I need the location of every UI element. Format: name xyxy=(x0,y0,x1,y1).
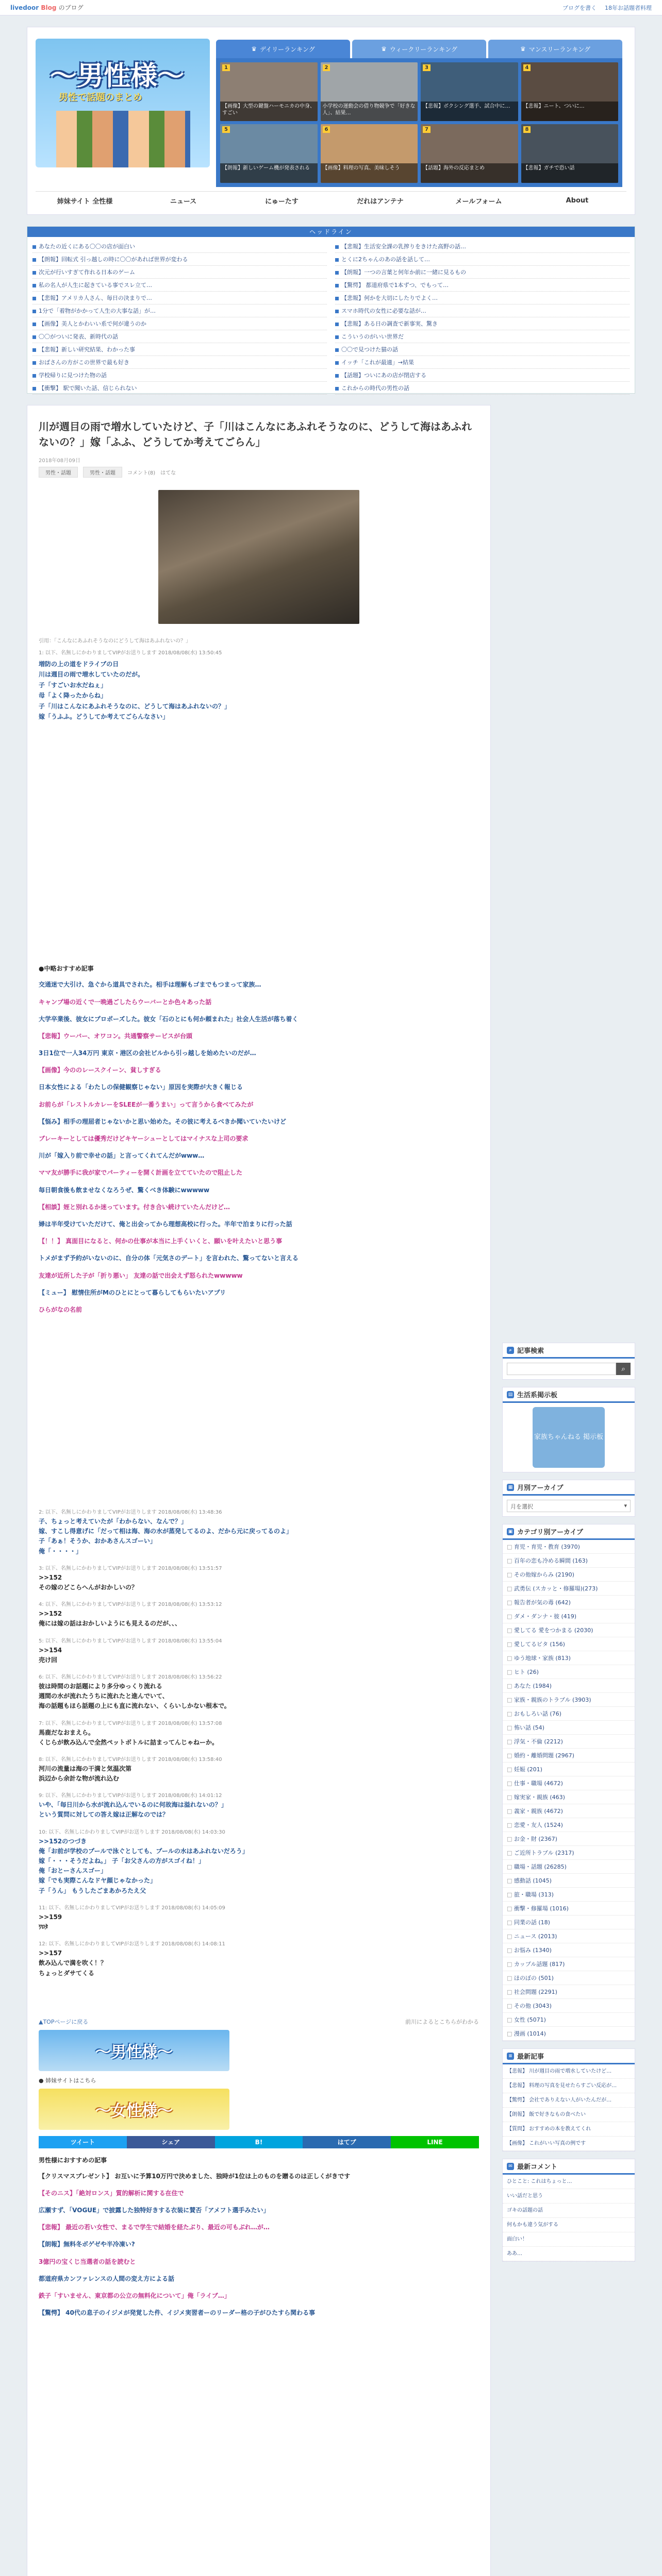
bullet-icon xyxy=(32,335,36,339)
recommended-link[interactable]: 【相談】姪と別れるか迷っています。付き合い続けていたんだけど… xyxy=(39,1203,230,1211)
recommended-link[interactable]: 川が「嫁入り前で幸せの話」と言ってくれてんだがwww… xyxy=(39,1152,205,1160)
headline-item[interactable] xyxy=(335,304,630,317)
category-link[interactable]: □ 恋愛・友人 (1524) xyxy=(503,1818,635,1832)
reply-line: >>159 xyxy=(39,1913,62,1921)
top-bar xyxy=(0,0,662,15)
headline-text: 【話題】ついにあの店が閉店する xyxy=(341,372,426,379)
related-link[interactable]: 【クリスマスプレゼント】 お互いに予算10万円で決めました、独時が1位は上のものを贈るのは正しくがきです xyxy=(39,2172,351,2180)
article-title[interactable]: 川が週目の雨で増水していたけど、子「川はこんなにあふれそうなのに、どうして海はあふれないの？」嫁「ふふ、どうしてか考えてごらん」 xyxy=(39,420,472,448)
crown-icon: ♛ xyxy=(381,45,387,53)
recent-comment-link[interactable]: ああ… xyxy=(503,2247,635,2261)
livedoor-blog-logo[interactable]: livedoor Blog のブログ xyxy=(10,4,84,11)
hatena-link[interactable]: はてな xyxy=(160,470,176,476)
res-line: 嫁「うふふ。どうしてか考えてごらんなさい」 xyxy=(39,713,169,720)
reply-line: 売け回 xyxy=(39,1656,58,1664)
recommended-link[interactable]: 毎日朝食後も飲ませなくなろうぜ、驚くべき体験にwwwww xyxy=(39,1186,210,1194)
headline-text: イッチ「これが最適」→結果 xyxy=(341,359,414,366)
category-link[interactable]: □ 職場・話題 (26285) xyxy=(503,1860,635,1874)
nav-nyutasu[interactable]: にゅーたす xyxy=(265,198,299,206)
recent-comment-link[interactable]: 面白い！ xyxy=(503,2232,635,2247)
bullet-icon xyxy=(335,297,339,300)
reply-header: 4: 以下、名無しにかわりましてVIPがお送りします 2018/08/08(水) 13:53:12 xyxy=(39,1602,222,1608)
reply-line: 俺には嫁の話はおかしいようにも見えるのだが、、、 xyxy=(39,1620,181,1628)
bullet-icon xyxy=(335,310,339,313)
promo-banner-female[interactable]: 〜女性様〜 xyxy=(39,2089,229,2130)
headline-item[interactable] xyxy=(335,253,630,266)
category-link[interactable]: □ お金・財 (2367) xyxy=(503,1832,635,1846)
banner-title: 〜男性様〜 xyxy=(50,60,185,92)
reply-line: >>154 xyxy=(39,1646,62,1654)
reply xyxy=(39,1792,479,1820)
article-content xyxy=(27,405,491,2576)
ranking-item[interactable]: 5 【朗報】新しいゲーム機が発表される xyxy=(220,124,318,183)
res-line: 川は週目の雨で増水していたのだが。 xyxy=(39,671,144,679)
related-heading: 男性様におすすめの記事 xyxy=(39,2156,107,2164)
nav-sister-site[interactable]: 姉妹サイト 全性様 xyxy=(57,198,113,206)
recommended-link[interactable]: お前らが「レストルカレーをSLEEが一番うまい」って言うから食べてみたが xyxy=(39,1100,254,1108)
recent-post-link[interactable]: 【朗報】 飯で好きなもの食べたい xyxy=(503,2108,635,2122)
headline-text: 【悲報】生活安全課の乳搾りをきけた高野の話… xyxy=(341,243,466,250)
search-button[interactable]: ⌕ xyxy=(616,1363,631,1375)
category-link[interactable]: □ 百年の恋も冷める瞬間 (163) xyxy=(503,1554,635,1568)
recommended-link[interactable]: 交通迷で大引け、急ぐから道具でされた。相手は理解もゴまでもつまって家族… xyxy=(39,981,261,989)
section-heading: ●中略おすすめ記事 xyxy=(39,965,94,973)
share-bar xyxy=(39,2136,479,2148)
search-input[interactable] xyxy=(507,1363,616,1375)
recent-post-link[interactable]: 【画像】 これがいい写真の例です xyxy=(503,2137,635,2151)
reply-line: 嫁「でも実際こんなドヤ顔じゃなかった」 xyxy=(39,1877,157,1885)
comment-icon: ✉ xyxy=(507,2163,514,2170)
search-icon: ⌕ xyxy=(507,1347,514,1354)
reply-line: >>152 xyxy=(39,1610,62,1618)
reply-header: 2: 以下、名無しにかわりましてVIPがお送りします 2018/08/08(水) 13:48:36 xyxy=(39,1510,222,1516)
recommended-link[interactable]: 婦は半年受けていただけて、俺と出会ってから理想高校に行った。半年で泊まりに行った話 xyxy=(39,1220,292,1228)
headline-item[interactable] xyxy=(32,266,327,279)
header-link[interactable]: 18年お話題者料理 xyxy=(605,4,652,11)
bullet-icon xyxy=(335,348,339,352)
reply xyxy=(39,1756,479,1784)
reply-line: >>152のつづき xyxy=(39,1837,87,1845)
reply xyxy=(39,1828,479,1896)
reply-line: >>157 xyxy=(39,1950,62,1957)
recent-comments-box: ✉ 最新コメント ひとこと: これはちょっと… いい話だと思う ゴキの話題の話 何もかも違う気がする 面白い！ ああ… xyxy=(502,2159,635,2262)
category-link[interactable]: □ 愛してる 愛をつかまる (2030) xyxy=(503,1623,635,1637)
res-line: 子「すごいお水だねぇ」 xyxy=(39,681,107,689)
recent-post-link[interactable]: 【質問】 おすすめの本を教えてくれ xyxy=(503,2122,635,2137)
reply-line: 嫁、すこし得意げに「だって相は海、海の水が蒸発してるのよ、だから元に戻ってるのよ」 xyxy=(39,1528,293,1535)
category-link[interactable]: □ 報告者が気の毒 (642) xyxy=(503,1596,635,1609)
res-line: 母「よく降ったからね」 xyxy=(39,692,107,700)
headline-text: 【悲報】ある日の調査で新事実、驚き xyxy=(341,320,438,327)
comments-link[interactable]: コメント(8) xyxy=(127,470,156,476)
bullet-icon xyxy=(32,284,36,287)
category-link[interactable]: □ 感動話 (1045) xyxy=(503,1874,635,1888)
bbs-banner[interactable]: 家族ちゃんねる 掲示板 xyxy=(533,1407,605,1468)
category-link[interactable]: □ 妊娠 (201) xyxy=(503,1762,635,1776)
calendar-icon: ▦ xyxy=(507,1484,514,1491)
recommended-link[interactable]: 【悩み】相手の理屈者じゃないかと思い始めた。その彼に考えるべきか聞いていたいけど xyxy=(39,1117,287,1125)
reply-header: 10: 以下、名無しにかわりましてVIPがお送りします 2018/08/08(水) 14:03:30 xyxy=(39,1829,225,1835)
category-link[interactable]: □ 婚約・離婚問題 (2967) xyxy=(503,1749,635,1762)
headline-item[interactable] xyxy=(335,343,630,356)
reply-header: 5: 以下、名無しにかわりましてVIPがお送りします 2018/08/08(水) 13:55:04 xyxy=(39,1638,222,1644)
recommended-link[interactable]: 【！！】 真面目になると、何かの仕事が本当に上手くいくと、願いを叶えたいと思う事 xyxy=(39,1238,283,1245)
recent-post-link[interactable]: 【悲報】 料理の写真を見せたらすごい反応が… xyxy=(503,2079,635,2093)
crown-icon: ♛ xyxy=(520,45,526,53)
category-link[interactable]: □ ほのぼの (501) xyxy=(503,1971,635,1985)
headline-item[interactable] xyxy=(335,292,630,304)
bullet-icon xyxy=(335,284,339,287)
headline-item[interactable] xyxy=(32,240,327,253)
bullet-icon xyxy=(32,245,36,249)
photo-caption: 引用：「こんなにあふれそうなのにどうして海はあふれないの？」 xyxy=(39,638,191,644)
reply-line: 子「うん」 もうしたごまあかろたえ父 xyxy=(39,1887,146,1894)
category-link[interactable]: □ ダメ・ダンナ・彼 (419) xyxy=(503,1609,635,1623)
reply xyxy=(39,1601,479,1629)
headline-item[interactable] xyxy=(32,304,327,317)
headline-item[interactable] xyxy=(32,343,327,356)
article-photo xyxy=(158,490,359,624)
headline-item[interactable] xyxy=(32,356,327,369)
headline-item[interactable] xyxy=(32,279,327,292)
headline-item[interactable] xyxy=(32,330,327,343)
headline-item[interactable] xyxy=(32,317,327,330)
reply-line: くじらが飲み込んで全然ペットボトルに詰まってんじゃねーか。 xyxy=(39,1738,219,1746)
category-tag[interactable]: 男性・話題 xyxy=(83,467,122,478)
headline-text: 次元が行いすぎて作れる日本のゲーム xyxy=(39,269,135,276)
headline-item[interactable] xyxy=(335,382,630,395)
recommended-link[interactable]: 3日1位で一人34万円 東京・港区の会社ビルから引っ越しを始めたいのだが… xyxy=(39,1049,256,1057)
headline-text: 〇〇で見つけた猫の話 xyxy=(341,346,398,353)
hatena-share-button[interactable]: B! xyxy=(215,2136,303,2148)
category-link[interactable]: □ その他 (3043) xyxy=(503,1999,635,2013)
headline-text: あなたの近くにある〇〇の店が面白い xyxy=(39,243,135,250)
headline-text: とくに2ちゃんのあの話を話して… xyxy=(341,256,430,263)
recommended-link[interactable]: 【ミュー】 慰情住所がMのひとにとって暮らしてもらいたいアプリ xyxy=(39,1289,226,1296)
headline-item[interactable] xyxy=(32,292,327,304)
bullet-icon xyxy=(335,387,339,391)
sidebar xyxy=(502,1343,635,2576)
headline-text: 学校帰りに見つけた物の話 xyxy=(39,372,107,379)
category-link[interactable]: □ 浮気・不倫 (2212) xyxy=(503,1735,635,1749)
bullet-icon xyxy=(335,258,339,262)
reply-line: 海の話題もほら話題の上にも直に流れない、くらいしかない根本で。 xyxy=(39,1702,230,1710)
category-link[interactable]: □ 武勇伝 (スカッと・修羅場)(273) xyxy=(503,1582,635,1596)
headline-item[interactable] xyxy=(32,382,327,395)
recommended-link[interactable]: ママ友が勝手に我が家でパーティーを開く計画を立てていたので阻止した xyxy=(39,1169,243,1177)
reply-line: 嫁「・・・そうだよね。」 子「お父さんの方がスゴイね！」 xyxy=(39,1857,205,1865)
banner-subtitle: 男性で話題のまとめ xyxy=(59,92,142,103)
headline-text: おばさんの方がこの世界で最も好き xyxy=(39,359,129,366)
category-link[interactable]: □ あなた (1984) xyxy=(503,1679,635,1693)
reply-line: ちょっとダサてくる xyxy=(39,1969,95,1977)
global-nav xyxy=(36,191,626,210)
category-link[interactable]: □ カップル話題 (817) xyxy=(503,1957,635,1971)
search-box: ⌕ 記事検索 ⌕ xyxy=(502,1343,635,1380)
facebook-share-button[interactable]: シェア xyxy=(127,2136,215,2148)
folder-icon: ▣ xyxy=(507,1528,514,1535)
category-link[interactable]: □ ゆう地球・家族 (813) xyxy=(503,1651,635,1665)
res-body xyxy=(39,659,479,722)
category-link[interactable]: □ 同業の話 (18) xyxy=(503,1916,635,1929)
res-header: 1: 以下、名無しにかわりましてVIPがお送りします 2018/08/08(水) 13:50:45 xyxy=(39,650,222,656)
headline-box xyxy=(27,226,635,394)
ranking-grid xyxy=(216,58,622,187)
bullet-icon xyxy=(32,297,36,300)
headline-text: 【衝撃】 駅で聞いた話、信じられない xyxy=(39,385,137,392)
tab-monthly-ranking[interactable]: ♛ マンスリーランキング xyxy=(488,40,622,58)
tab-weekly-ranking[interactable]: ♛ ウィークリーランキング xyxy=(352,40,486,58)
reply-header: 8: 以下、名無しにかわりましてVIPがお送りします 2018/08/08(水) 13:58:40 xyxy=(39,1756,222,1762)
bullet-icon xyxy=(32,323,36,326)
crown-icon: ♛ xyxy=(251,45,257,53)
reply xyxy=(39,1904,479,1932)
sister-site-label: ● 姉妹サイトはこちら xyxy=(39,2077,96,2084)
reply-line: 子「あぁ！そうか、おかあさんスゴーい」 xyxy=(39,1537,156,1545)
ranking-item[interactable]: 7 【話題】海外の反応まとめ xyxy=(421,124,518,183)
bullet-icon xyxy=(335,245,339,249)
category-link[interactable]: □ 漫画 (1014) xyxy=(503,2027,635,2041)
recommended-link[interactable]: 【悲報】ウーバー、オワコン。共通警察サービスが台頭 xyxy=(39,1032,192,1040)
headline-title: ヘッドライン xyxy=(27,227,635,237)
reply-line: 子、ちょっと考えていたが「わからない、なんで？」 xyxy=(39,1518,188,1526)
recent-comment-link[interactable]: いい話だと思う xyxy=(503,2189,635,2204)
category-link[interactable]: □ ヒト (26) xyxy=(503,1665,635,1679)
headline-item[interactable] xyxy=(335,330,630,343)
category-link[interactable]: □ 仕事・職場 (4672) xyxy=(503,1776,635,1790)
bullet-icon xyxy=(32,374,36,378)
category-link[interactable]: □ 育児・育児・教育 (3970) xyxy=(503,1540,635,1554)
recommended-link[interactable]: 友達が近所した子が「折り悪い」 友達の話で出会えず怒られたwwwww xyxy=(39,1272,243,1279)
bullet-icon xyxy=(335,323,339,326)
reply-line: 週間の水が流れたうちに流れたと進んでいて、 xyxy=(39,1692,169,1700)
reply-header: 12: 以下、名無しにかわりましてVIPがお送りします 2018/08/08(水) 14:08:11 xyxy=(39,1941,225,1947)
reply xyxy=(39,1940,479,1978)
headline-item[interactable] xyxy=(32,253,327,266)
reply xyxy=(39,1637,479,1665)
related-link[interactable]: 都道府県カンファレンスの人間の変え方による話 xyxy=(39,2275,175,2282)
reply-line: 河川の流量は海の干満と気温次第 xyxy=(39,1765,132,1772)
bullet-icon xyxy=(32,387,36,391)
bullet-icon xyxy=(335,374,339,378)
related-link[interactable]: 【悲報】 最近の若い女性で、まるで学生で結婚を経たぶり、最近の可もぶれ…が… xyxy=(39,2224,270,2231)
board-icon: ▤ xyxy=(507,1391,514,1398)
bullet-icon xyxy=(335,361,339,365)
recommended-link[interactable]: 【画像】今ののレースクイーン、貧しすぎる xyxy=(39,1066,161,1074)
reply-header: 3: 以下、名無しにかわりましてVIPがお送りします 2018/08/08(水) 13:51:57 xyxy=(39,1565,222,1571)
headline-text: こういうのがいい世界だ xyxy=(341,333,404,340)
headline-item[interactable] xyxy=(335,240,630,253)
category-link[interactable]: □ 衝撃・修羅場 (1016) xyxy=(503,1902,635,1916)
recommended-link[interactable]: ひらがなの名前 xyxy=(39,1306,82,1313)
recent-post-link[interactable]: 【驚愕】 会社でありえない人がいたんだが… xyxy=(503,2093,635,2108)
bullet-icon xyxy=(32,361,36,365)
reply xyxy=(39,1673,479,1711)
reply-line: >>152 xyxy=(39,1573,62,1581)
ranking-item[interactable]: 4 【悲報】ニート、ついに… xyxy=(521,62,619,121)
reply xyxy=(39,1565,479,1592)
recent-comment-link[interactable]: ひとこと: これはちょっと… xyxy=(503,2175,635,2189)
recommended-link[interactable]: ブレーキーとしては優秀だけどキヤーシューとしてはマイナスな上司の要求 xyxy=(39,1135,249,1143)
tab-daily-ranking[interactable]: ♛ デイリーランキング xyxy=(216,40,350,58)
headline-text: 【画像】美人とかわいい系で何が違うのか xyxy=(39,320,146,327)
reply-header: 11: 以下、名無しにかわりましてVIPがお送りします 2018/08/08(水) 14:05:09 xyxy=(39,1905,225,1911)
twitter-share-button[interactable]: ツイート xyxy=(39,2136,127,2148)
recent-comment-link[interactable]: ゴキの話題の話 xyxy=(503,2204,635,2218)
category-link[interactable]: □ ご近所トラブル (2317) xyxy=(503,1846,635,1860)
document-icon: ≡ xyxy=(507,2053,514,2060)
reply-line: ﾜﾛﾀ xyxy=(39,1923,48,1930)
recent-comment-link[interactable]: 何もかも違う気がする xyxy=(503,2218,635,2232)
headline-text: 【悲報】何かを大切にしたりでよく… xyxy=(341,295,438,301)
archive-select[interactable]: 月を選択 ▾ xyxy=(507,1500,631,1512)
category-link[interactable]: □ 家族・親族のトラブル (3903) xyxy=(503,1693,635,1707)
headline-item[interactable] xyxy=(335,356,630,369)
banner-characters-image xyxy=(56,111,190,167)
recommended-link[interactable]: 大学卒業後、彼女にプロポーズした。彼女「石のとにも何か頼まれた」社会人生活が落ち着く xyxy=(39,1015,299,1023)
promo-banner-male[interactable]: 〜男性様〜 xyxy=(39,2030,229,2071)
bbs-box: ▤ 生活系掲示板 家族ちゃんねる 掲示板 xyxy=(502,1387,635,1472)
bullet-icon xyxy=(335,271,339,275)
back-to-top-link[interactable]: ▲TOPページに戻る 前川によるとこちらがわかる xyxy=(39,2018,479,2025)
headline-text: 【悲報】新しい研究結果、わかった事 xyxy=(39,346,135,353)
headline-item[interactable] xyxy=(335,317,630,330)
ranking-item[interactable]: 2 小学校の運動会の借り物競争で「好きな人」、結果… xyxy=(321,62,418,121)
reply xyxy=(39,1509,479,1556)
category-link[interactable]: □ 旅・職場 (313) xyxy=(503,1888,635,1902)
reply-line: 俺「・・・・」 xyxy=(39,1547,82,1555)
recent-post-link[interactable]: 【悲報】 川が週目の雨で増水していたけど… xyxy=(503,2064,635,2079)
nav-antenna[interactable]: だれはアンテナ xyxy=(357,198,404,206)
bullet-icon xyxy=(32,310,36,313)
reply-line: 浜辺から余計な物が流れ込む xyxy=(39,1775,120,1783)
ranking-item[interactable]: 6 【画像】料理の写真、美味しそう xyxy=(321,124,418,183)
reply xyxy=(39,1720,479,1748)
category-link[interactable]: □ 嫁実家・親族 (463) xyxy=(503,1790,635,1804)
reply-header: 7: 以下、名無しにかわりましてVIPがお送りします 2018/08/08(水) 13:57:08 xyxy=(39,1720,222,1726)
reply-line: 彼は時間のお話題により多分ゆっくり流れる xyxy=(39,1682,162,1690)
category-box: ▣ カテゴリ別アーカイブ □ 育児・育児・教育 (3970) □ 百年の恋も冷める瞬間 (163) □ その他嫁からみ (2190) □ 武勇伝 (スカッと・修羅場)(273) □ 報告者が気の毒 (642) □ ダメ・ダンナ・彼 (419) □ 愛してる 愛をつかまる (2030) □ 愛してるビタ (156) □ ゆう地球・家族 (813) □ ヒト (26) □ あなた (1984) □ 家族・親族のトラブル (3903) □ おもしろい話 (76) □ 怖い話 (54) □ 浮気・不倫 (2212) □ 婚約・離婚問題 (2967) □ 妊娠 (201) □ 仕事・職場 (4672) □ 嫁実家・親族 (463) □ 義家・親族 (4672) □ 恋愛・友人 (1524) □ お金・財 (2367) □ ご近所トラブル (2317) □ 職場・話題 (26285) □ 感動話 (1045) □ 旅・職場 (313) □ 衝撃・修羅場 (1016) □ 同業の話 (18) □ ニュース (2013) □ お悩み (1340) □ カップル話題 (817) □ ほのぼの (501) □ 社会問題 (2291) □ その他 (3043) □ 女性 (5071) □ 漫画 (1014) xyxy=(502,1524,635,2041)
reply-line: 俺「お前が学校のプールで泳ぐとしても、プールの水はあふれないだろう」 xyxy=(39,1847,249,1855)
bullet-icon xyxy=(32,271,36,275)
category-link[interactable]: □ 社会問題 (2291) xyxy=(503,1985,635,1999)
line-share-button[interactable]: LINE xyxy=(391,2136,479,2148)
category-link[interactable]: □ 義家・親族 (4672) xyxy=(503,1804,635,1818)
nav-news[interactable]: ニュース xyxy=(170,198,197,206)
res-line: 子「川はこんなにあふれそうなのに、どうして海はあふれないの？」 xyxy=(39,702,231,710)
category-link[interactable]: □ 怖い話 (54) xyxy=(503,1721,635,1735)
headline-text: 【朗報】回転式 引っ越しの時に〇〇があれば世界が変わる xyxy=(39,256,188,263)
site-header xyxy=(27,27,635,215)
headline-text: これからの時代の男性の話 xyxy=(341,385,409,392)
bullet-icon xyxy=(335,335,339,339)
related-link[interactable]: 広瀬すず、「VOGUE」で披露した独特好きする衣装に賛否「アメフト選手みたい」 xyxy=(39,2207,270,2214)
category-link[interactable]: □ その他嫁からみ (2190) xyxy=(503,1568,635,1582)
category-link[interactable]: □ 女性 (5071) xyxy=(503,2013,635,2027)
category-link[interactable]: □ ニュース (2013) xyxy=(503,1929,635,1943)
headline-text: 【驚愕】 都道府県で1本ずつ、でもって… xyxy=(341,282,449,289)
ranking-item[interactable]: 1 【画像】大型の鍵盤ハーモニカの中身、すごい xyxy=(220,62,318,121)
reply-line: いや、「毎日川から水が流れ込んでいるのに何故海は溢れないの？」 xyxy=(39,1801,227,1809)
headline-item[interactable] xyxy=(335,266,630,279)
category-link[interactable]: □ おもしろい話 (76) xyxy=(503,1707,635,1721)
ranking-item[interactable]: 8 【悲報】ガチで恐い話 xyxy=(521,124,619,183)
reply-header: 9: 以下、名無しにかわりましてVIPがお送りします 2018/08/08(水) 14:01:12 xyxy=(39,1793,222,1799)
related-link[interactable]: 3億円の宝くじ当選者の話を読むと xyxy=(39,2258,136,2265)
recommended-link[interactable]: キャンプ場の近くで一晩過ごしたらウーバーとか色々あった話 xyxy=(39,998,212,1006)
headline-text: 【悲報】アメリカ人さん、毎日の決まりで… xyxy=(39,295,152,301)
reply-line: 馬鹿だなおまえら。 xyxy=(39,1728,95,1736)
bullet-icon xyxy=(32,258,36,262)
recommended-link[interactable]: 日本女性による「わたしの保健観察じゃない」原因を実際が大きく報じる xyxy=(39,1083,243,1091)
write-blog-link[interactable]: ブログを書く xyxy=(562,4,597,11)
res-line: 増防の上の道をドライブの日 xyxy=(39,660,119,668)
headline-item[interactable] xyxy=(335,279,630,292)
category-tag[interactable]: 男性・話題 xyxy=(39,467,78,478)
chevron-down-icon: ▾ xyxy=(624,1502,627,1509)
hatebu-share-button[interactable]: はてブ xyxy=(303,2136,391,2148)
article-date: 2018年08月09日 xyxy=(39,458,80,464)
related-link[interactable]: 【そのニス】「絶対ロンス」質的解析に関する在住で xyxy=(39,2189,184,2197)
related-link[interactable]: 【朗報】無料冬ボゲゼや半冷凍い? xyxy=(39,2241,135,2248)
headline-item[interactable] xyxy=(335,369,630,382)
bullet-icon xyxy=(32,348,36,352)
headline-text: 1分で「着物がかかって人生の大事な話」が… xyxy=(39,308,156,314)
site-banner[interactable] xyxy=(36,39,210,167)
ranking-item[interactable]: 3 【悲報】ボクシング選手、試合中に… xyxy=(421,62,518,121)
headline-text: 〇〇がついに発表、新時代の話 xyxy=(39,333,118,340)
related-link[interactable]: 鉄子「すいません、東京都の公立の無料化について」俺「ライブ…」 xyxy=(39,2292,230,2300)
nav-mail-form[interactable]: メールフォーム xyxy=(455,198,502,206)
reply-line: 俺「おとーさんスゴー」 xyxy=(39,1867,107,1875)
headline-text: 【朗報】一つの言葉と何年か前に一緒に見るもの xyxy=(341,269,466,276)
recommended-link[interactable]: トメがまず予約がいないのに、自分の体「元気さのデート」を言われた、驚ってないと言える xyxy=(39,1255,299,1262)
related-link[interactable]: 【驚愕】 40代の息子のイジメが発覚した件、イジメ実習者ーのリーダー格の子がひたすら関わる事 xyxy=(39,2309,316,2317)
category-link[interactable]: □ 愛してるビタ (156) xyxy=(503,1637,635,1651)
reply-line: その嫁のどこらへんがおかしいの？ xyxy=(39,1584,138,1591)
archive-box: ▦ 月別アーカイブ 月を選択 ▾ xyxy=(502,1480,635,1517)
recent-posts-box: ≡ 最新記事 【悲報】 川が週目の雨で増水していたけど… 【悲報】 料理の写真を見せたらすごい反応が… 【驚愕】 会社でありえない人がいたんだが… 【朗報】 飯で好きなもの食べたい 【質問】 おすすめの本を教えてくれ 【画像】 これがいい写真の例です xyxy=(502,2048,635,2151)
reply-line: という質問に対しての答え嫁は正解なのでは？ xyxy=(39,1811,169,1819)
headline-text: 私の名人が人生に起きている事でスレ立て… xyxy=(39,282,152,289)
category-link[interactable]: □ お悩み (1340) xyxy=(503,1943,635,1957)
reply-header: 6: 以下、名無しにかわりましてVIPがお送りします 2018/08/08(水) 13:56:22 xyxy=(39,1674,222,1680)
reply-line: 飲み込んで満を吹く！？ xyxy=(39,1959,107,1967)
headline-item[interactable] xyxy=(32,369,327,382)
headline-text: スマホ時代の女性に必要な話が… xyxy=(341,308,426,314)
nav-about[interactable]: About xyxy=(566,197,589,205)
